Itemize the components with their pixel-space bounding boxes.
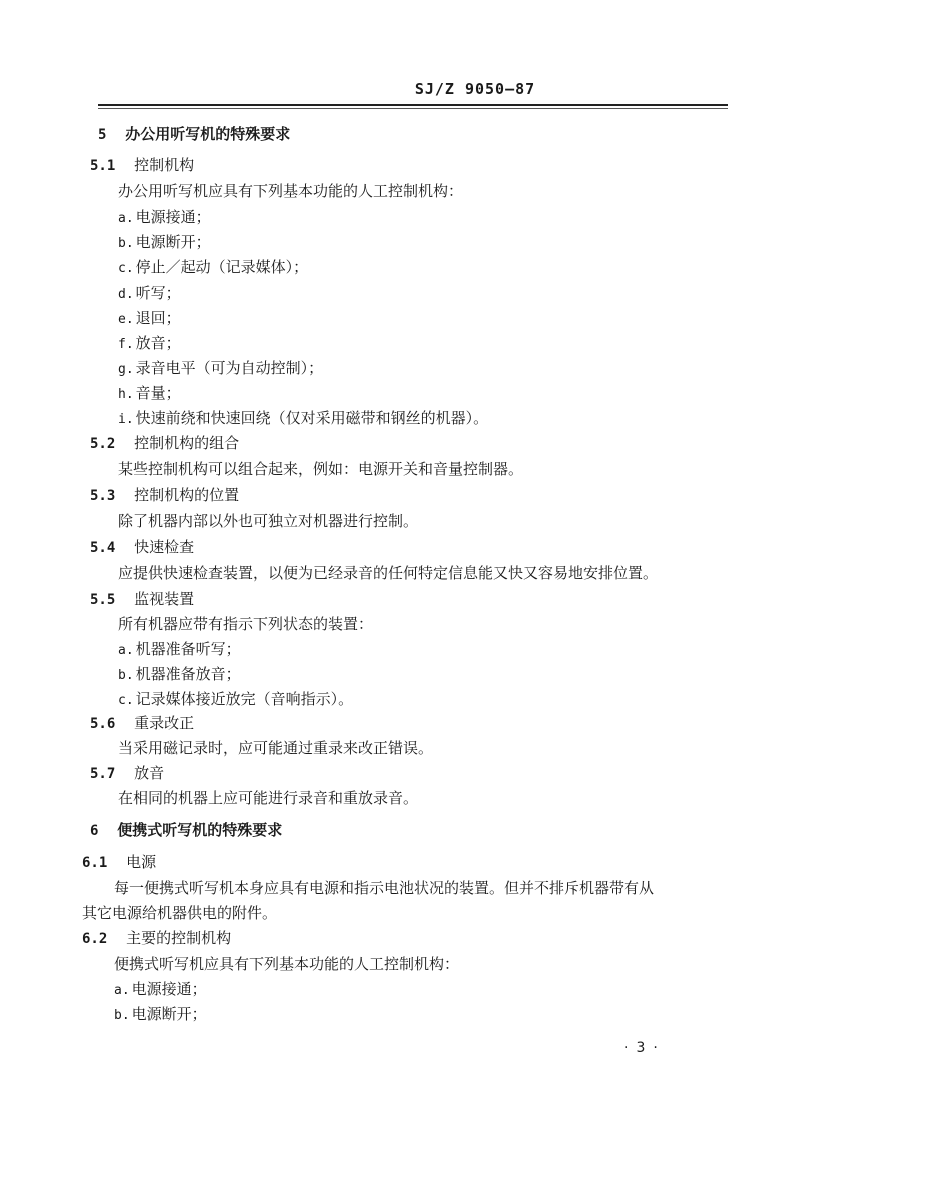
list-marker: b. — [118, 236, 134, 251]
list-marker: c. — [118, 693, 134, 708]
list-item-text: 电源断开； — [135, 233, 211, 251]
subsection-number: 5.2 — [90, 436, 116, 452]
section-5-heading — [98, 124, 290, 145]
paragraph: 所有机器应带有指示下列状态的装置： — [118, 615, 374, 633]
paragraph: 每一便携式听写机本身应具有电源和指示电池状况的装置。但并不排斥机器带有从 — [114, 879, 655, 897]
subsection-number: 5.4 — [90, 540, 116, 556]
list-marker: a. — [114, 983, 130, 998]
list-item — [118, 333, 181, 355]
subsection-number: 5.6 — [90, 716, 116, 732]
list-marker: b. — [114, 1008, 130, 1023]
list-item — [118, 207, 211, 229]
subsection-5-4-heading — [90, 537, 194, 558]
paragraph: 某些控制机构可以组合起来，例如：电源开关和音量控制器。 — [118, 460, 524, 478]
list-item — [118, 639, 241, 661]
list-item — [118, 283, 181, 305]
list-item-text: 音量； — [135, 384, 181, 402]
list-item — [118, 257, 308, 279]
section-6-heading — [90, 820, 282, 841]
subsection-title: 控制机构 — [134, 156, 195, 174]
section-number: 5 — [98, 127, 107, 143]
subsection-5-5-heading — [90, 589, 194, 610]
list-item-text: 放音； — [135, 334, 181, 352]
subsection-title: 放音 — [134, 764, 165, 782]
subsection-title: 快速检查 — [134, 538, 195, 556]
list-marker: f. — [118, 337, 134, 352]
list-item-text: 电源接通； — [131, 980, 207, 998]
list-item-text: 机器准备听写； — [135, 640, 241, 658]
subsection-number: 6.2 — [82, 931, 108, 947]
subsection-5-6-heading — [90, 713, 194, 734]
section-number: 6 — [90, 823, 99, 839]
list-item-text: 停止／起动（记录媒体）； — [135, 258, 309, 276]
subsection-6-1-heading — [82, 852, 156, 873]
subsection-number: 5.1 — [90, 158, 116, 174]
list-item — [118, 408, 488, 430]
subsection-5-2-heading — [90, 433, 239, 454]
paragraph: 除了机器内部以外也可独立对机器进行控制。 — [118, 512, 419, 530]
subsection-number: 5.5 — [90, 592, 116, 608]
page-number: ·3· — [624, 1040, 666, 1056]
subsection-5-7-heading — [90, 763, 164, 784]
list-marker: g. — [118, 362, 134, 377]
subsection-number: 5.7 — [90, 766, 116, 782]
list-item — [118, 232, 211, 254]
list-item-text: 机器准备放音； — [135, 665, 241, 683]
paragraph: 当采用磁记录时，应可能通过重录来改正错误。 — [118, 739, 434, 757]
subsection-5-1-heading — [90, 155, 194, 176]
subsection-title: 控制机构的位置 — [134, 486, 240, 504]
section-title: 办公用听写机的特殊要求 — [125, 125, 291, 143]
list-item-text: 电源断开； — [131, 1005, 207, 1023]
list-item — [114, 1004, 207, 1026]
subsection-number: 6.1 — [82, 855, 108, 871]
header-rule — [98, 104, 728, 106]
list-item-text: 录音电平（可为自动控制）； — [135, 359, 324, 377]
subsection-title: 电源 — [126, 853, 157, 871]
list-marker: h. — [118, 387, 134, 402]
subsection-title: 监视装置 — [134, 590, 195, 608]
paragraph: 在相同的机器上应可能进行录音和重放录音。 — [118, 789, 419, 807]
list-item — [114, 979, 207, 1001]
paragraph: 应提供快速检查装置，以便为已经录音的任何特定信息能又快又容易地安排位置。 — [118, 564, 659, 582]
list-item — [118, 664, 241, 686]
list-item — [118, 308, 181, 330]
list-item-text: 听写； — [135, 284, 181, 302]
header-rule-thin — [98, 108, 728, 109]
subsection-title: 控制机构的组合 — [134, 434, 240, 452]
list-item-text: 记录媒体接近放完（音响指示）。 — [135, 690, 354, 708]
list-marker: i. — [118, 412, 134, 427]
list-item — [118, 689, 353, 711]
list-marker: b. — [118, 668, 134, 683]
list-item-text: 退回； — [135, 309, 181, 327]
standard-code-header: SJ/Z 9050—87 — [414, 80, 536, 98]
list-marker: a. — [118, 643, 134, 658]
list-marker: e. — [118, 312, 134, 327]
subsection-number: 5.3 — [90, 488, 116, 504]
subsection-title: 重录改正 — [134, 714, 195, 732]
section-title: 便携式听写机的特殊要求 — [117, 821, 283, 839]
paragraph: 便携式听写机应具有下列基本功能的人工控制机构： — [114, 955, 460, 973]
paragraph-continuation: 其它电源给机器供电的附件。 — [82, 904, 278, 922]
list-item-text: 电源接通； — [135, 208, 211, 226]
list-marker: a. — [118, 211, 134, 226]
list-item — [118, 358, 323, 380]
list-item — [118, 383, 181, 405]
subsection-5-3-heading — [90, 485, 239, 506]
paragraph: 办公用听写机应具有下列基本功能的人工控制机构： — [118, 182, 464, 200]
list-item-text: 快速前绕和快速回绕（仅对采用磁带和钢丝的机器）。 — [135, 409, 489, 427]
subsection-title: 主要的控制机构 — [126, 929, 232, 947]
subsection-6-2-heading — [82, 928, 231, 949]
list-marker: d. — [118, 287, 134, 302]
list-marker: c. — [118, 261, 134, 276]
